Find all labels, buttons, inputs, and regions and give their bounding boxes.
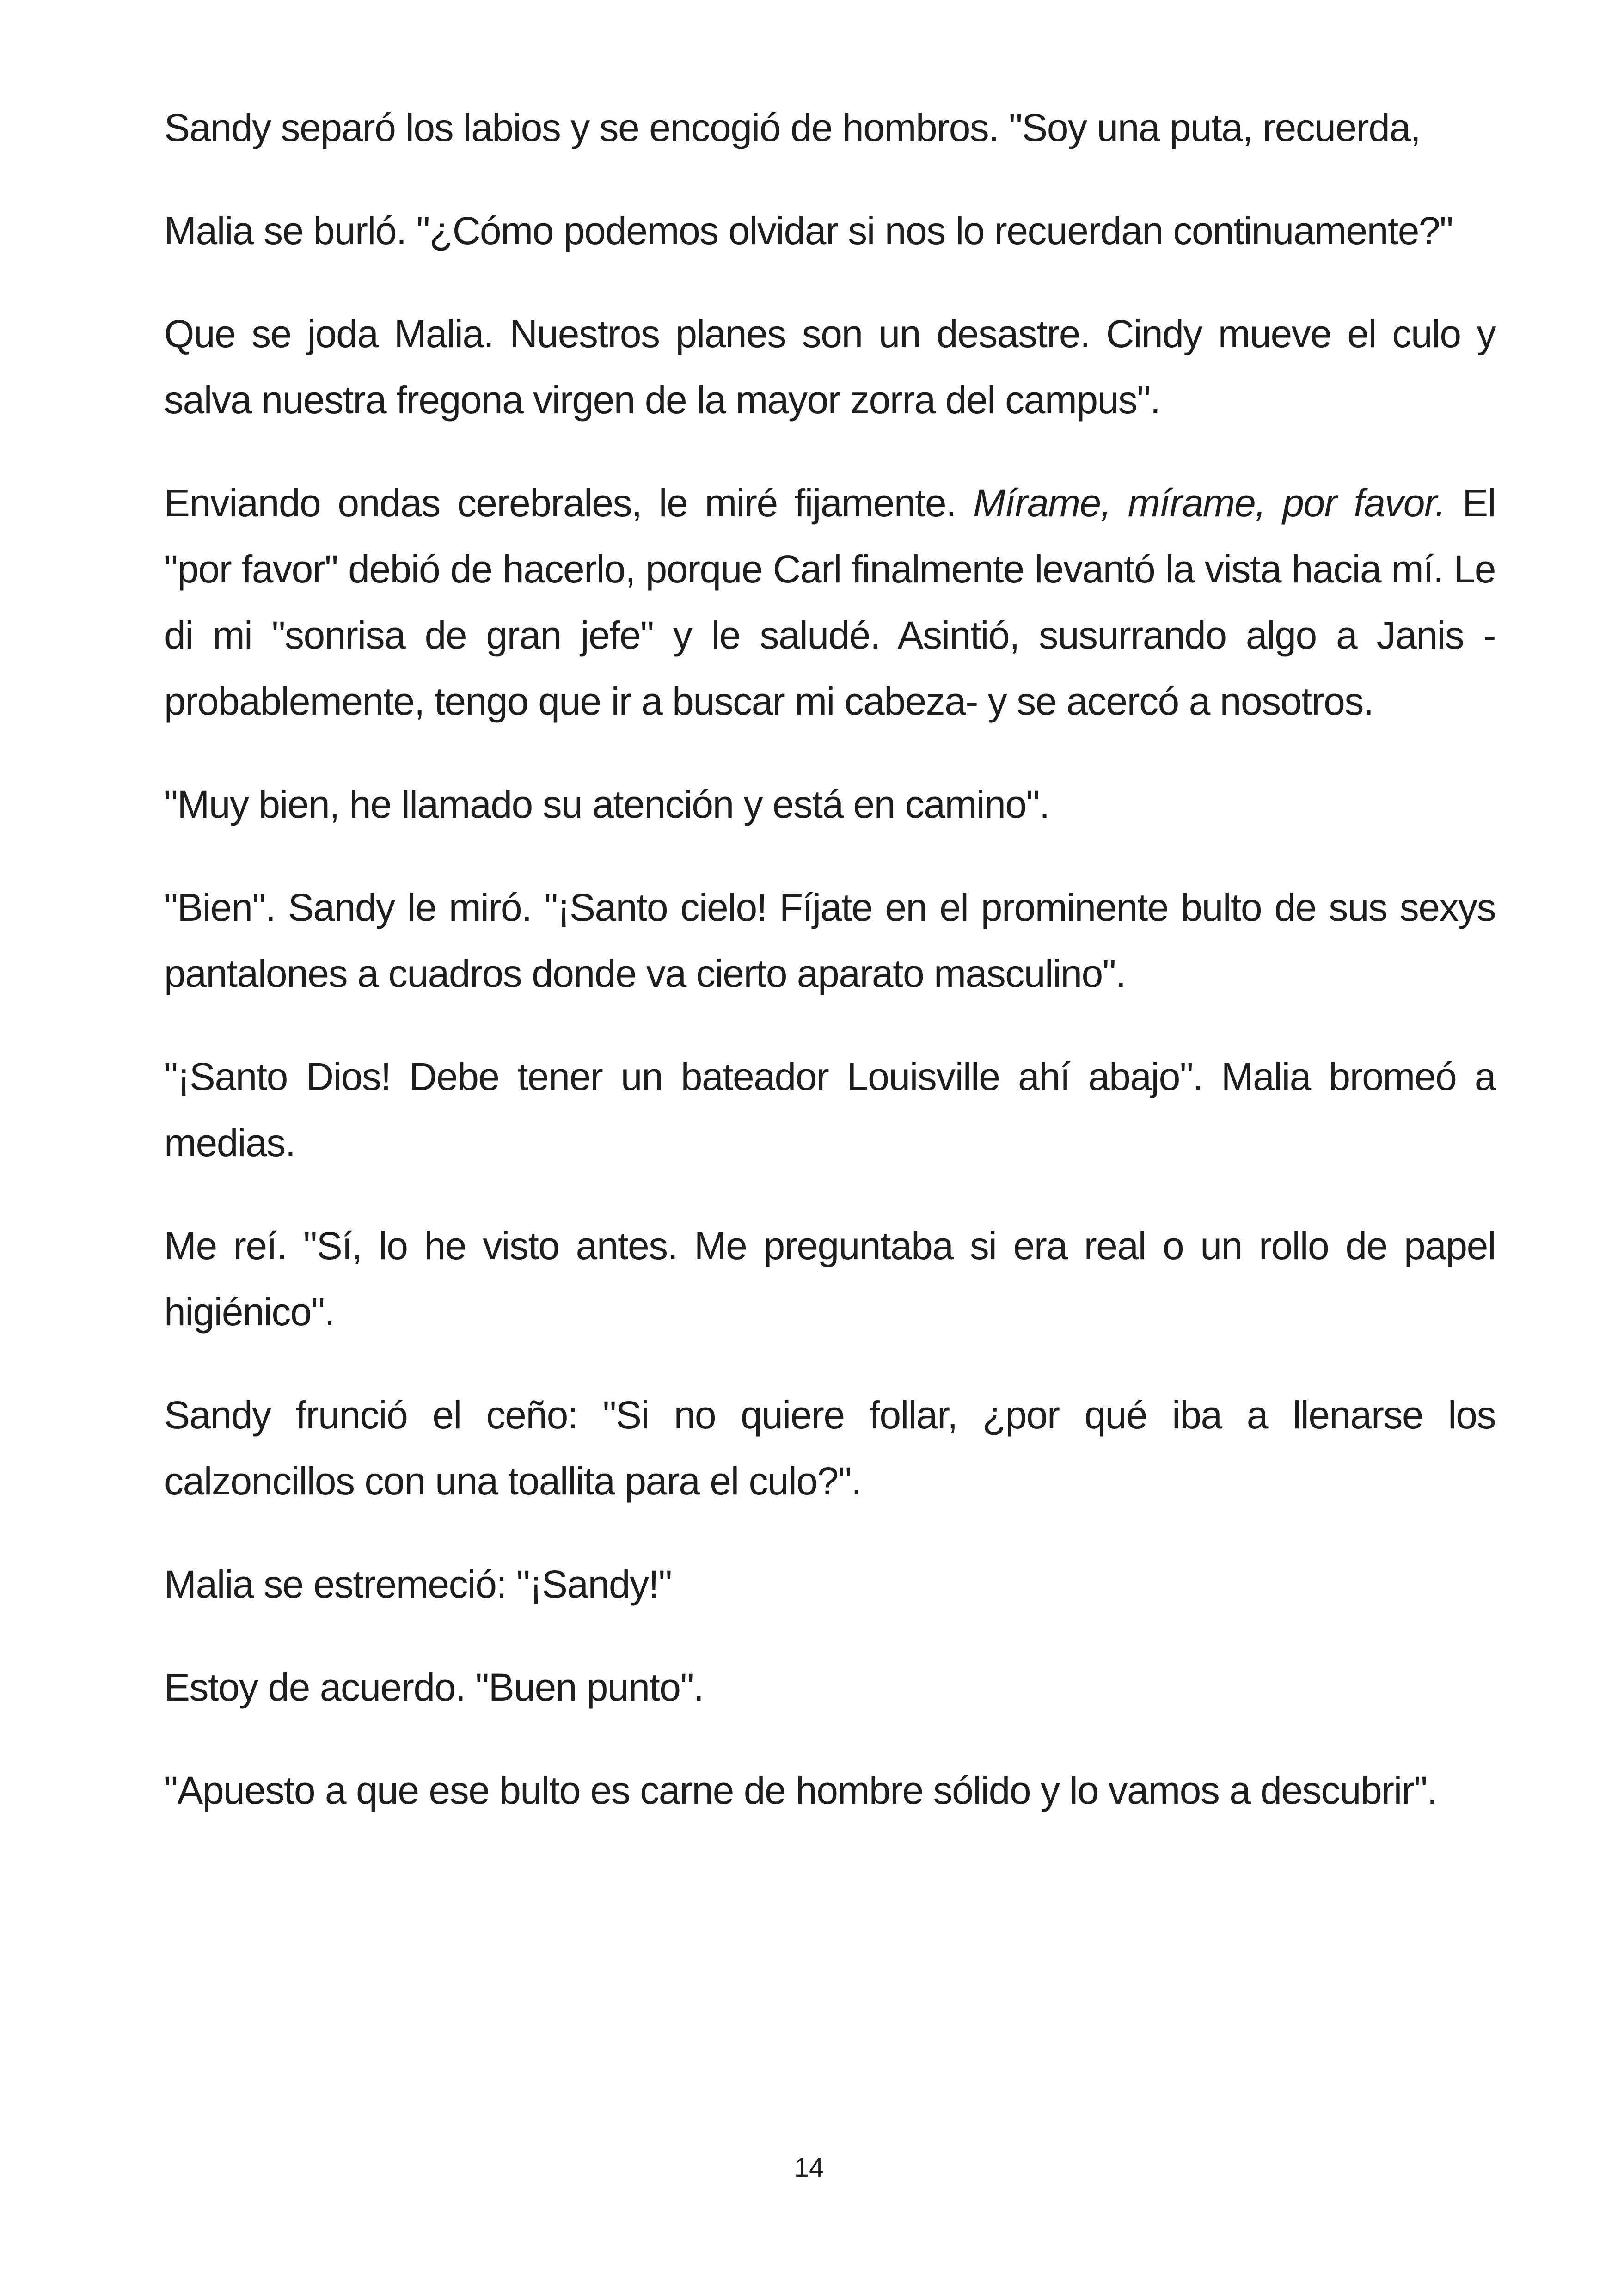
paragraph: "Bien". Sandy le miró. "¡Santo cielo! Fíjate en el prominente bulto de sus sexys pantalones a cuadros donde va cierto aparato masculino".	[164, 886, 1495, 995]
paragraph: "¡Santo Dios! Debe tener un bateador Louisville ahí abajo". Malia bromeó a medias.	[164, 1055, 1495, 1164]
paragraph-suffix: El "por favor" debió de hacerlo, porque Carl finalmente levantó la vista hacia mí. Le di mi "sonrisa de gran jefe" y le saludé. Asintió, susurrando algo a Janis -probablemente, tengo que ir a buscar mi cabeza- y se acercó a nosotros.	[164, 481, 1495, 723]
italic-thought: Mírame, mírame, por favor.	[973, 481, 1446, 525]
body-text	[164, 95, 1495, 1861]
paragraph: Sandy separó los labios y se encogió de hombros. "Soy una puta, recuerda,	[164, 106, 1421, 149]
paragraph: Malia se burló. "¿Cómo podemos olvidar si nos lo recuerdan continuamente?"	[164, 209, 1453, 252]
paragraph: "Apuesto a que ese bulto es carne de hombre sólido y lo vamos a descubrir".	[164, 1769, 1437, 1812]
paragraph: Sandy frunció el ceño: "Si no quiere follar, ¿por qué iba a llenarse los calzoncillos con una toallita para el culo?".	[164, 1393, 1495, 1503]
paragraph: Que se joda Malia. Nuestros planes son un desastre. Cindy mueve el culo y salva nuestra fregona virgen de la mayor zorra del campus".	[164, 312, 1495, 422]
page-number: 14	[794, 2153, 824, 2183]
paragraph	[164, 470, 1495, 735]
paragraph-prefix: Enviando ondas cerebrales, le miré fijamente.	[164, 481, 974, 525]
paragraph: "Muy bien, he llamado su atención y está en camino".	[164, 783, 1049, 826]
paragraph: Malia se estremeció: "¡Sandy!"	[164, 1562, 672, 1606]
paragraph: Estoy de acuerdo. "Buen punto".	[164, 1665, 704, 1709]
paragraph: Me reí. "Sí, lo he visto antes. Me preguntaba si era real o un rollo de papel higiénico".	[164, 1224, 1495, 1334]
